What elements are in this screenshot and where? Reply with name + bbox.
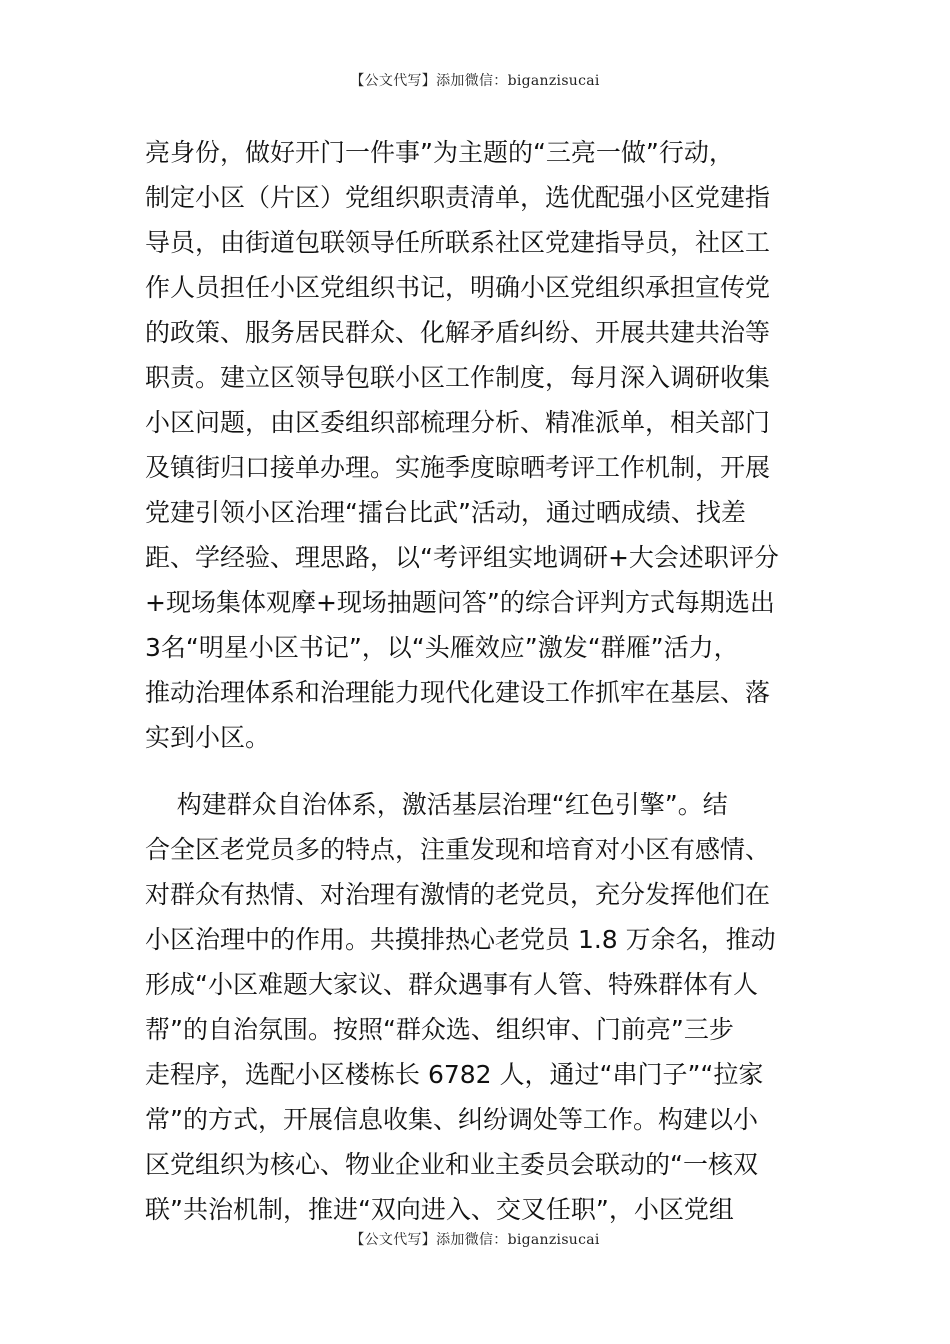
text-line: 亮身份，做好开门一件事”为主题的“三亮一做”行动， [145,138,734,167]
page-footer: 【公文代写】添加微信：biganzisucai [350,1232,600,1248]
text-line: 实到小区。 [145,723,271,752]
text-line: 3名“明星小区书记”，以“头雁效应”激发“群雁”活力， [145,633,739,662]
text-line: 区党组织为核心、物业企业和业主委员会联动的“一核双 [145,1150,758,1179]
text-line: 的政策、服务居民群众、化解矛盾纠纷、开展共建共治等 [145,318,771,347]
text-line: 距、学经验、理思路，以“考评组实地调研+大会述职评分 [145,543,779,572]
text-line: +现场集体观摩+现场抽题问答”的综合评判方式每期选出 [145,588,775,617]
text-line: 构建群众自治体系，激活基层治理“红色引擎”。结 [145,790,728,819]
text-line: 推动治理体系和治理能力现代化建设工作抓牢在基层、落 [145,678,771,707]
text-line: 小区治理中的作用。共摸排热心老党员 1.8 万余名，推动 [145,925,776,954]
paragraph-gap [145,760,845,782]
text-line: 及镇街归口接单办理。实施季度晾晒考评工作机制，开展 [145,453,771,482]
text-line: 党建引领小区治理“擂台比武”活动，通过晒成绩、找差 [145,498,746,527]
paragraph-1 [145,130,845,760]
text-line: 小区问题，由区委组织部梳理分析、精准派单，相关部门 [145,408,771,437]
text-line: 制定小区（片区）党组织职责清单，选优配强小区党建指 [145,183,771,212]
text-line: 帮”的自治氛围。按照“群众选、组织审、门前亮”三步 [145,1015,734,1044]
text-line: 作人员担任小区党组织书记，明确小区党组织承担宣传党 [145,273,771,302]
text-line: 职责。建立区领导包联小区工作制度，每月深入调研收集 [145,363,771,392]
document-body [145,130,845,1232]
text-line: 联”共治机制，推进“双向进入、交叉任职”，小区党组 [145,1195,734,1224]
paragraph-2 [145,782,845,1232]
page-header: 【公文代写】添加微信：biganzisucai [350,73,600,89]
text-line: 常”的方式，开展信息收集、纠纷调处等工作。构建以小 [145,1105,758,1134]
text-line: 对群众有热情、对治理有激情的老党员，充分发挥他们在 [145,880,771,909]
text-line: 走程序，选配小区楼栋长 6782 人，通过“串门子”“拉家 [145,1060,764,1089]
text-line: 导员，由街道包联领导任所联系社区党建指导员，社区工 [145,228,771,257]
text-line: 合全区老党员多的特点，注重发现和培育对小区有感情、 [145,835,771,864]
text-line: 形成“小区难题大家议、群众遇事有人管、特殊群体有人 [145,970,758,999]
